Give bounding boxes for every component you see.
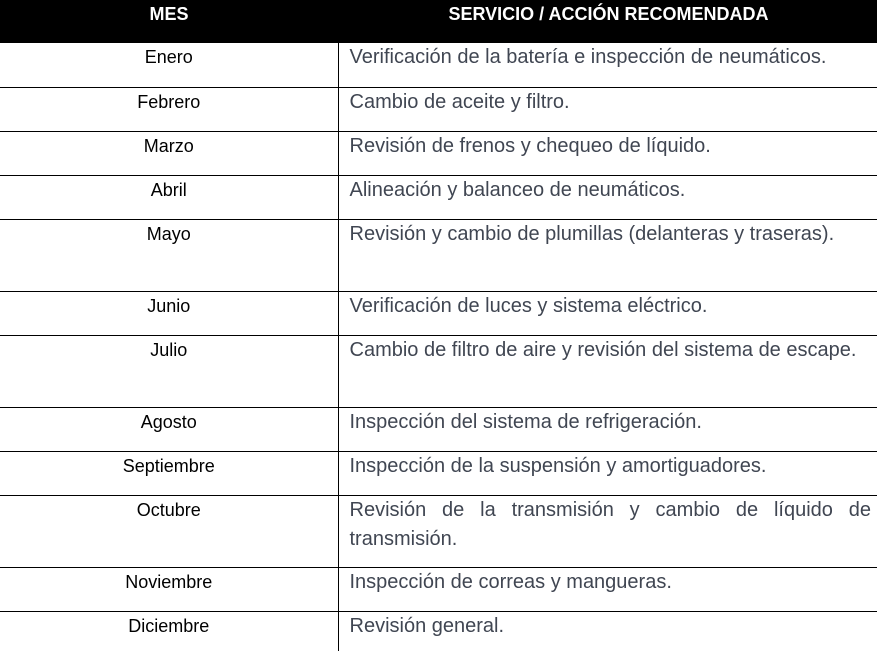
service-cell: Cambio de aceite y filtro. — [349, 90, 570, 113]
table-body — [0, 43, 877, 651]
month-cell: Octubre — [0, 495, 338, 567]
month-cell: Septiembre — [0, 451, 338, 495]
service-cell: Cambio de filtro de aire y revisión del sistema de escape. — [349, 338, 857, 361]
month-cell: Mayo — [0, 219, 338, 291]
service-cell: Revisión de la transmisión y cambio de líquido de transmisión. — [349, 498, 871, 550]
service-cell: Revisión y cambio de plumillas (delanteras y traseras). — [349, 222, 835, 245]
month-cell: Marzo — [0, 131, 338, 175]
table-row — [0, 43, 877, 87]
service-cell: Inspección de la suspensión y amortiguadores. — [349, 454, 767, 477]
month-cell: Noviembre — [0, 567, 338, 611]
month-cell: Febrero — [0, 87, 338, 131]
table-row — [0, 131, 877, 175]
table-row — [0, 335, 877, 407]
header-row — [0, 0, 877, 43]
table-row — [0, 407, 877, 451]
table-row — [0, 175, 877, 219]
table-row — [0, 567, 877, 611]
table-row — [0, 219, 877, 291]
service-cell: Revisión general. — [349, 614, 505, 637]
month-cell: Agosto — [0, 407, 338, 451]
service-cell: Revisión de frenos y chequeo de líquido. — [349, 134, 711, 157]
month-cell: Julio — [0, 335, 338, 407]
service-cell: Inspección de correas y mangueras. — [349, 570, 672, 593]
table-row — [0, 451, 877, 495]
table-row — [0, 495, 877, 567]
service-cell: Alineación y balanceo de neumáticos. — [349, 178, 686, 201]
table-row — [0, 87, 877, 131]
header-servicio: SERVICIO / ACCIÓN RECOMENDADA — [448, 4, 769, 24]
month-cell: Abril — [0, 175, 338, 219]
month-cell: Diciembre — [0, 611, 338, 651]
month-cell: Junio — [0, 291, 338, 335]
month-cell: Enero — [0, 43, 338, 87]
table-row — [0, 291, 877, 335]
table-header — [0, 0, 877, 43]
service-cell: Inspección del sistema de refrigeración. — [349, 410, 702, 433]
service-cell: Verificación de la batería e inspección de neumáticos. — [349, 46, 827, 68]
header-mes: MES — [149, 4, 189, 24]
table-row — [0, 611, 877, 651]
service-cell: Verificación de luces y sistema eléctrico. — [349, 294, 708, 317]
